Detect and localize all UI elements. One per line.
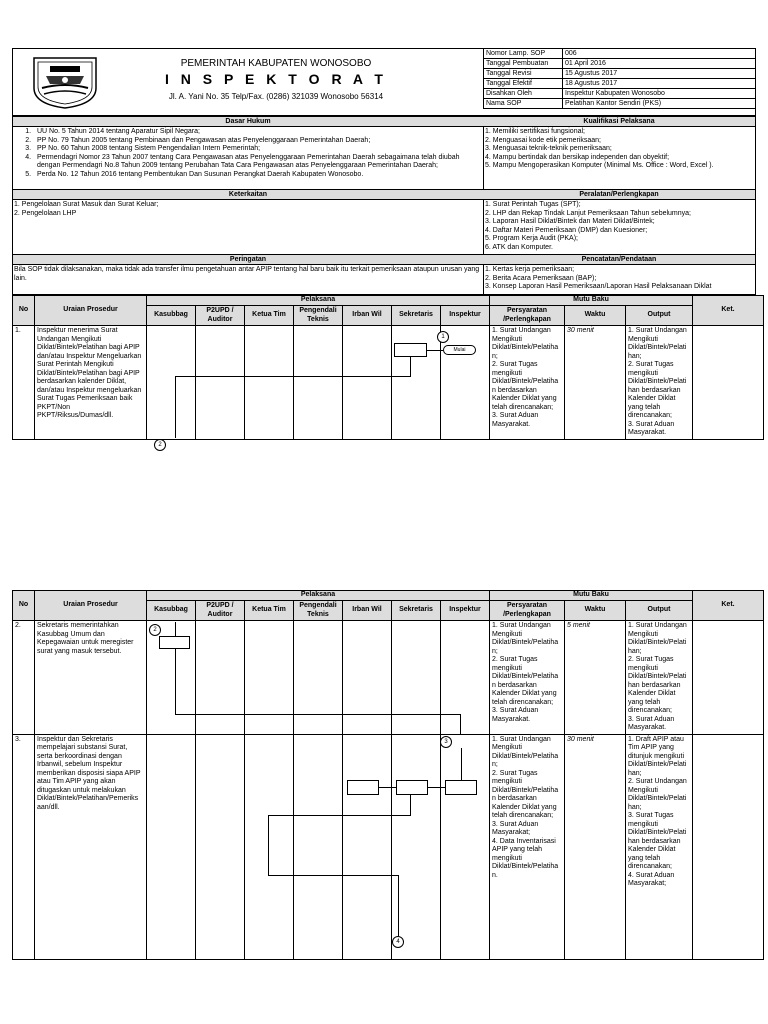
peralatan-item: 2. LHP dan Rekap Tindak Lanjut Pemeriksaan Tahun sebelumnya; — [485, 209, 691, 217]
kualifikasi-item: 3. Menguasai teknik-teknik pemeriksaan; — [485, 145, 612, 152]
peralatan-item: 4. Daftar Materi Pemeriksaan (DMP) dan Kuesioner; — [485, 226, 648, 234]
col-pelaksana: Pelaksana — [147, 296, 490, 306]
pelaksana-cell — [196, 326, 245, 440]
meta-key: Tanggal Efektif — [484, 79, 563, 89]
flow-line — [460, 714, 461, 734]
connector-2: 2 — [154, 439, 166, 451]
pelaksana-cell — [294, 734, 343, 959]
meta-value: Inspektur Kabupaten Wonosobo — [563, 89, 756, 99]
pelaksana-cell — [392, 621, 441, 735]
meta-value: 006 — [563, 49, 756, 59]
col-kasubbag: Kasubbag — [147, 306, 196, 326]
meta-value: 18 Agustus 2017 — [563, 79, 756, 89]
peralatan-section — [483, 190, 756, 255]
meta-row — [484, 69, 756, 79]
sop-meta-table — [483, 48, 756, 109]
connector-3: 3 — [440, 736, 452, 748]
col-waktu: Waktu — [565, 601, 626, 621]
flow-line — [175, 714, 461, 715]
process-box-irban-3 — [347, 780, 379, 795]
keterkaitan-item: 1. Pengelolaan Surat Masuk dan Surat Keluar; — [14, 201, 159, 208]
table-row — [13, 326, 764, 440]
keterkaitan-item: 2. Pengelolaan LHP — [14, 209, 77, 217]
start-terminator: Mulai — [443, 345, 476, 355]
process-box-sekretaris-3 — [396, 780, 428, 795]
meta-value: 01 April 2016 — [563, 59, 756, 69]
peralatan-item: 1. Surat Perintah Tugas (SPT); — [485, 201, 581, 208]
row-waktu: 30 menit — [565, 326, 626, 440]
col-ketua: Ketua Tim — [245, 601, 294, 621]
col-uraian: Uraian Prosedur — [35, 296, 147, 326]
organization-name: PEMERINTAH KABUPATEN WONOSOBO — [180, 58, 372, 69]
meta-row — [484, 99, 756, 109]
kualifikasi-section — [483, 116, 756, 190]
meta-row — [484, 79, 756, 89]
row-ket — [693, 326, 764, 440]
peralatan-item: 6. ATK dan Komputer. — [485, 243, 553, 251]
col-p2upd: P2UPD / Auditor — [196, 601, 245, 621]
row-uraian: Inspektur menerima Surat Undangan Mengikuti Diklat/Bintek/Pelatihan bagi APIP dan/atau Inspektur Mengeluarkan Surat Perintah Mengikuti Diklat/Bintek/Pelatihan bagi APIP berdasarkan kalender Diklat, dan/atau Inspektur mengeluarkan Surat Tugas Pemeriksaan baik PKPT/Non PKPT/Riksus/Dumas/dll. — [35, 326, 147, 440]
pencatatan-item: 1. Kertas kerja pemeriksaan; — [485, 266, 575, 273]
dasar-hukum-section — [12, 116, 484, 190]
row-no: 3. — [13, 734, 35, 959]
flow-line — [175, 376, 176, 438]
pelaksana-cell — [441, 734, 490, 959]
pelaksana-cell — [294, 326, 343, 440]
table-row — [13, 621, 764, 735]
flow-line — [379, 787, 396, 788]
flow-line — [175, 622, 176, 636]
kualifikasi-item: 4. Mampu bertindak dan bersikap independen dan obyektif; — [485, 153, 670, 161]
col-persyaratan: Persyaratan /Perlengkapan — [490, 306, 565, 326]
flow-line — [427, 350, 443, 351]
col-no: No — [13, 591, 35, 621]
col-irban: Irban Wil — [343, 306, 392, 326]
connector-2b: 2 — [149, 624, 161, 636]
pelaksana-cell — [343, 734, 392, 959]
dasar-hukum-item: 5. Perda No. 12 Tahun 2016 tentang Pembentukan Dan Susunan Perangkat Daerah Kabupaten Wonosobo. — [33, 171, 481, 180]
pelaksana-cell — [147, 734, 196, 959]
wonosobo-emblem-icon — [28, 54, 102, 110]
row-no: 1. — [13, 326, 35, 440]
meta-row — [484, 49, 756, 59]
flow-line — [268, 815, 411, 816]
section-title: Dasar Hukum — [13, 117, 483, 127]
process-box-inspektur-3 — [445, 780, 477, 795]
meta-key: Tanggal Pembuatan — [484, 59, 563, 69]
flow-line — [428, 787, 445, 788]
peralatan-list — [483, 200, 755, 253]
kualifikasi-item: 1. Memiliki sertifikasi fungsional; — [485, 128, 585, 135]
flow-line — [175, 649, 176, 715]
pelaksana-cell — [343, 621, 392, 735]
process-box-inspektur-1 — [394, 343, 427, 357]
section-title: Kualifikasi Pelaksana — [483, 117, 755, 127]
peringatan-section — [12, 255, 484, 295]
col-persyaratan: Persyaratan /Perlengkapan — [490, 601, 565, 621]
pencatatan-list — [483, 265, 755, 293]
page-title: I N S P E K T O R A T — [165, 71, 387, 87]
dasar-hukum-item: 4. Permendagri Nomor 23 Tahun 2007 tentang Cara Pengawasan atas Penyelenggaraan Pemerintahan Daerah sebagaimana telah diubah dengan Permendagri No.8 Tahun 2009 tentang Perubahan Tata Cara Pengawasan atas Penyelenggaraan Pemerintahan Daerah; — [33, 154, 481, 171]
meta-key: Tanggal Revisi — [484, 69, 563, 79]
col-mutu-baku: Mutu Baku — [490, 296, 693, 306]
procedure-table-page-1 — [12, 295, 764, 440]
header-row — [13, 296, 764, 306]
col-inspektur: Inspektur — [441, 601, 490, 621]
row-persyaratan: 1. Surat Undangan Mengikuti Diklat/Bintek/Pelatiha n; 2. Surat Tugas mengikuti Diklat/Bintek/Pelatiha n berdasarkan Kalender Diklat yang telah direncanakan; 3. Surat Aduan Masyarakat. — [490, 621, 565, 735]
pelaksana-cell — [441, 621, 490, 735]
pelaksana-cell — [196, 621, 245, 735]
section-title: Keterkaitan — [13, 190, 483, 200]
col-irban: Irban Wil — [343, 601, 392, 621]
section-title: Peralatan/Perlengkapan — [483, 190, 755, 200]
meta-key: Nomor Lamp. SOP — [484, 49, 563, 59]
pencatatan-item: 2. Berita Acara Pemeriksaan (BAP); — [485, 274, 597, 282]
row-ket — [693, 621, 764, 735]
flow-line — [410, 795, 411, 815]
section-title: Peringatan — [13, 255, 483, 265]
col-uraian: Uraian Prosedur — [35, 591, 147, 621]
pelaksana-cell — [245, 326, 294, 440]
row-waktu: 30 menit — [565, 734, 626, 959]
meta-value: 15 Agustus 2017 — [563, 69, 756, 79]
peringatan-text: Bila SOP tidak dilaksanakan, maka tidak ada transfer ilmu pengetahuan antar APIP tentang hal baru baik itu terkait pemeriksaan ataupun urusan yang lain. — [14, 266, 480, 282]
meta-key: Nama SOP — [484, 99, 563, 109]
col-ket: Ket. — [693, 591, 764, 621]
flow-line — [410, 357, 411, 377]
col-ket: Ket. — [693, 296, 764, 326]
flow-line — [398, 875, 399, 936]
row-output: 1. Surat Undangan Mengikuti Diklat/Bintek/Pelati han; 2. Surat Tugas mengikuti Diklat/Bintek/Pelati han berdasarkan Kalender Diklat yang telah direncanakan; 3. Surat Aduan Masyarakat. — [626, 621, 693, 735]
connector-4: 4 — [392, 936, 404, 948]
dasar-hukum-item: 1. UU No. 5 Tahun 2014 tentang Aparatur Sipil Negara; — [33, 128, 481, 137]
peralatan-item: 5. Program Kerja Audit (PKA); — [485, 235, 578, 242]
col-inspektur: Inspektur — [441, 306, 490, 326]
col-sekretaris: Sekretaris — [392, 306, 441, 326]
section-title: Pencatatan/Pendataan — [483, 255, 755, 265]
peralatan-item: 3. Laporan Hasil Diklat/Bintek dan Materi Diklat/Bintek; — [485, 218, 655, 225]
row-ket — [693, 734, 764, 959]
col-pelaksana: Pelaksana — [147, 591, 490, 601]
pencatatan-section — [483, 255, 756, 295]
flow-line — [268, 875, 399, 876]
pelaksana-cell — [245, 734, 294, 959]
flow-line — [461, 748, 462, 780]
row-uraian: Inspektur dan Sekretaris mempelajari substansi Surat, serta berkoordinasi dengan Irbanwil, sebelum Inspektur memberikan disposisi siapa APIP atau Tim APIP yang akan ditugaskan untuk melakukan Diklat/Bintek/Pelatihan/Pemeriks aan/dll. — [35, 734, 147, 959]
pelaksana-cell — [147, 326, 196, 440]
pencatatan-item: 3. Konsep Laporan Hasil Pemeriksaan/Laporan Hasil Pelaksanaan Diklat — [485, 283, 712, 290]
pelaksana-cell — [245, 621, 294, 735]
flow-line — [268, 815, 269, 875]
pelaksana-cell — [343, 326, 392, 440]
dasar-hukum-item: 2. PP No. 79 Tahun 2005 tentang Pembinaan dan Pengawasan atas Penyelenggaraan Pemerintahan Daerah; — [33, 137, 481, 146]
procedure-table-page-2 — [12, 590, 764, 960]
row-uraian: Sekretaris memerintahkan Kasubbag Umum dan Kepegawaian untuk meregister surat yang masuk tersebut. — [35, 621, 147, 735]
header-row — [13, 591, 764, 601]
col-kasubbag: Kasubbag — [147, 601, 196, 621]
col-output: Output — [626, 306, 693, 326]
col-p2upd: P2UPD / Auditor — [196, 306, 245, 326]
row-no: 2. — [13, 621, 35, 735]
col-output: Output — [626, 601, 693, 621]
col-pengendali: Pengendali Teknis — [294, 306, 343, 326]
col-mutu-baku: Mutu Baku — [490, 591, 693, 601]
row-output: 1. Draft APIP atau Tim APIP yang ditunjuk mengikuti Diklat/Bintek/Pelati han; 2. Surat Undangan Mengikuti Diklat/Bintek/Pelati han; 3. Surat Tugas mengikuti Diklat/Bintek/Pelati han berdasarkan Kalender Diklat yang telah direncanakan; 4. Surat Aduan Masyarakat; — [626, 734, 693, 959]
meta-value: Pelatihan Kantor Sendiri (PKS) — [563, 99, 756, 109]
kualifikasi-item: 5. Mampu Mengoperasikan Komputer (Minimal Ms. Office : Word, Excel ). — [485, 162, 714, 169]
meta-key: Disahkan Oleh — [484, 89, 563, 99]
col-sekretaris: Sekretaris — [392, 601, 441, 621]
keterkaitan-list — [13, 200, 483, 219]
connector-1: 1 — [437, 331, 449, 343]
row-persyaratan: 1. Surat Undangan Mengikuti Diklat/Bintek/Pelatiha n; 2. Surat Tugas mengikuti Diklat/Bintek/Pelatiha n berdasarkan Kalender Diklat yang telah direncanakan; 3. Surat Aduan Masyarakat; 4. Data Inventarisasi APIP yang telah mengikuti Diklat/Bintek/Pelatiha n. — [490, 734, 565, 959]
dasar-hukum-list — [15, 128, 481, 179]
kualifikasi-item: 2. Menguasai kode etik pemeriksaan; — [485, 136, 601, 144]
kualifikasi-list — [483, 127, 755, 172]
table-row — [13, 734, 764, 959]
pelaksana-cell — [294, 621, 343, 735]
row-persyaratan: 1. Surat Undangan Mengikuti Diklat/Bintek/Pelatiha n; 2. Surat Tugas mengikuti Diklat/Bintek/Pelatiha n berdasarkan Kalender Diklat yang telah direncanakan; 3. Surat Aduan Masyarakat. — [490, 326, 565, 440]
meta-row — [484, 89, 756, 99]
row-output: 1. Surat Undangan Mengikuti Diklat/Bintek/Pelati han; 2. Surat Tugas mengikuti Diklat/Bintek/Pelati han berdasarkan Kalender Diklat yang telah direncanakan; 3. Surat Aduan Masyarakat. — [626, 326, 693, 440]
address: Jl. A. Yani No. 35 Telp/Fax. (0286) 321039 Wonosobo 56314 — [168, 92, 384, 101]
col-waktu: Waktu — [565, 306, 626, 326]
pelaksana-cell — [196, 734, 245, 959]
dasar-hukum-item: 3. PP No. 60 Tahun 2008 tentang Sistem Pengendalian Intern Pemerintah; — [33, 145, 481, 154]
meta-row — [484, 59, 756, 69]
col-ketua: Ketua Tim — [245, 306, 294, 326]
flow-line — [175, 376, 411, 377]
process-box-kasubbag-2 — [159, 636, 190, 649]
keterkaitan-section — [12, 190, 484, 255]
row-waktu: 5 menit — [565, 621, 626, 735]
pelaksana-cell — [441, 326, 490, 440]
col-pengendali: Pengendali Teknis — [294, 601, 343, 621]
col-no: No — [13, 296, 35, 326]
